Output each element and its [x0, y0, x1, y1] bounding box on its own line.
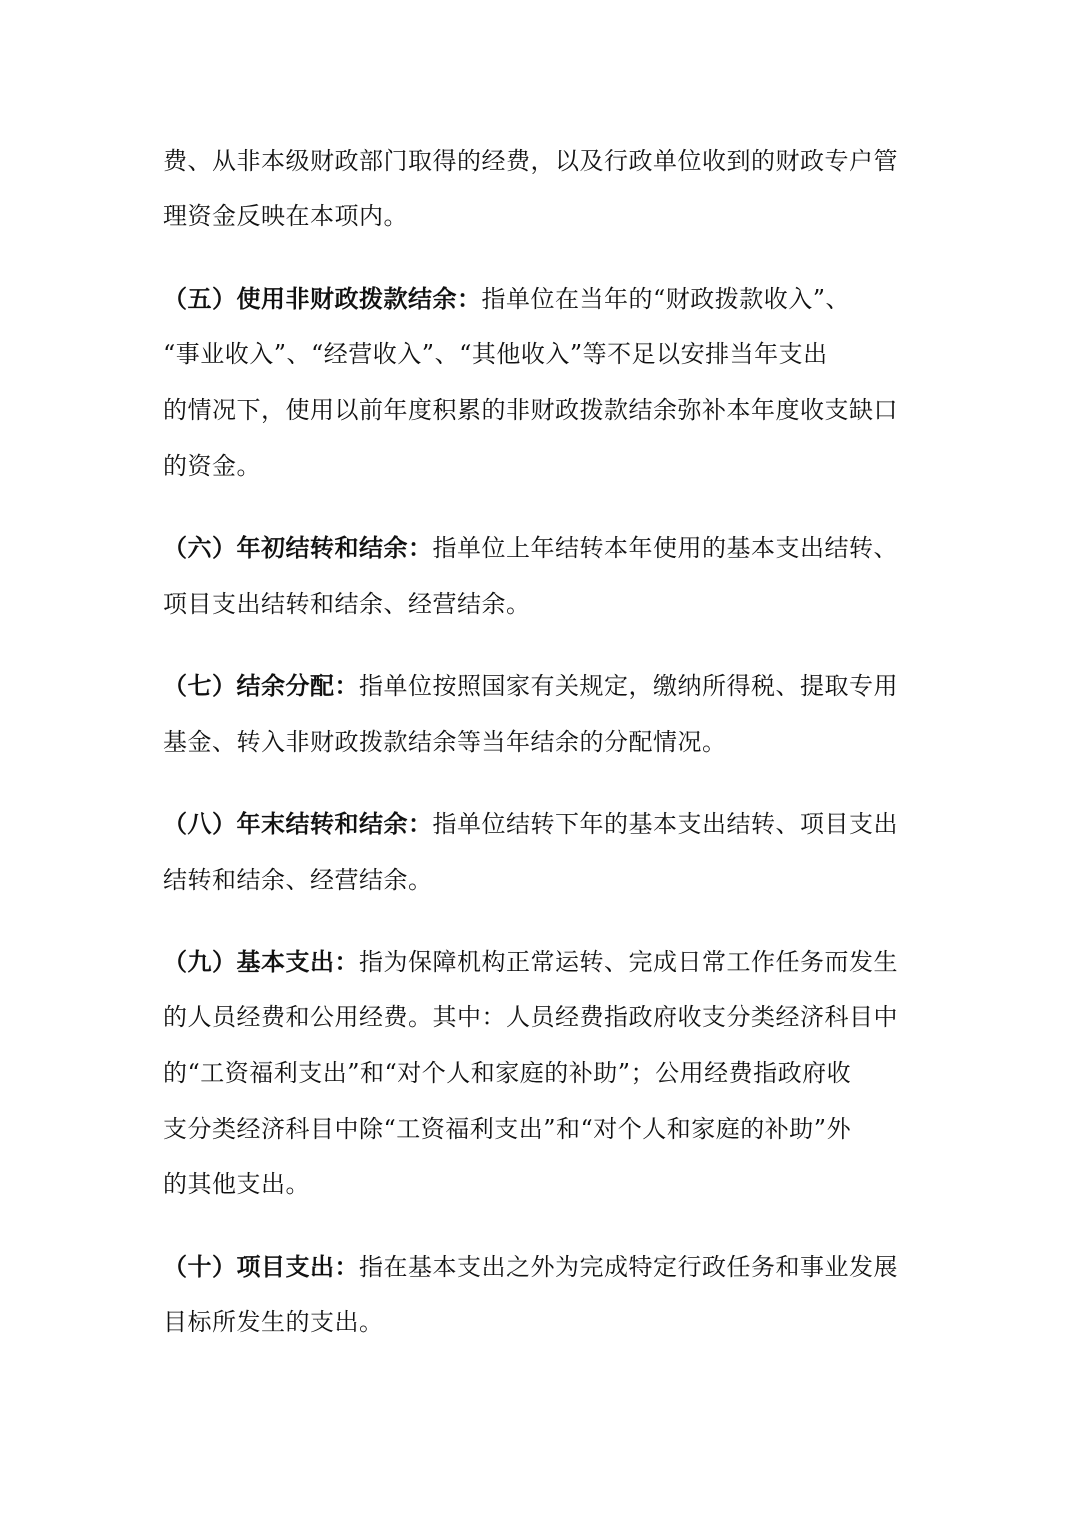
- section-6-term: （六）年初结转和结余：: [163, 534, 433, 562]
- section-9-line-5: 的其他支出。: [163, 1170, 310, 1198]
- section-10-term: （十）项目支出：: [163, 1253, 359, 1281]
- section-10-line-1: [163, 1251, 898, 1283]
- section-9-line-3: 的“工资福利支出”和“对个人和家庭的补助”；公用经费指政府收: [163, 1059, 852, 1087]
- section-7-line-1: [163, 670, 898, 702]
- section-6-line-1: [163, 532, 898, 564]
- section-6-text: 指单位上年结转本年使用的基本支出结转、: [432, 534, 898, 562]
- section-10-text: 指在基本支出之外为完成特定行政任务和事业发展: [359, 1253, 898, 1281]
- intro-line-1: 费、从非本级财政部门取得的经费，以及行政单位收到的财政专户管: [163, 147, 898, 175]
- section-8-text: 指单位结转下年的基本支出结转、项目支出: [432, 810, 898, 838]
- section-9-term: （九）基本支出：: [163, 948, 359, 976]
- section-5-line-1: [163, 283, 850, 315]
- intro-line-2: 理资金反映在本项内。: [163, 202, 408, 230]
- section-5-line-3: 的情况下，使用以前年度积累的非财政拨款结余弥补本年度收支缺口: [163, 396, 898, 424]
- section-8-term: （八）年末结转和结余：: [163, 810, 433, 838]
- section-7-line-2: 基金、转入非财政拨款结余等当年结余的分配情况。: [163, 728, 727, 756]
- section-9-line-2: 的人员经费和公用经费。其中：人员经费指政府收支分类经济科目中: [163, 1003, 898, 1031]
- section-8-line-1: [163, 808, 898, 840]
- section-5-line-2: “事业收入”、“经营收入”、“其他收入”等不足以安排当年支出: [163, 340, 828, 368]
- section-5-line-4: 的资金。: [163, 452, 261, 480]
- section-6-line-2: 项目支出结转和结余、经营结余。: [163, 590, 531, 618]
- section-9-line-4: 支分类经济科目中除“工资福利支出”和“对个人和家庭的补助”外: [163, 1115, 852, 1143]
- section-10-line-2: 目标所发生的支出。: [163, 1308, 384, 1336]
- section-7-term: （七）结余分配：: [163, 672, 359, 700]
- section-5-text: 指单位在当年的“财政拨款收入”、: [481, 285, 851, 313]
- section-8-line-2: 结转和结余、经营结余。: [163, 866, 433, 894]
- section-9-text: 指为保障机构正常运转、完成日常工作任务而发生: [359, 948, 898, 976]
- section-5-term: （五）使用非财政拨款结余：: [163, 285, 482, 313]
- section-9-line-1: [163, 946, 898, 978]
- section-7-text: 指单位按照国家有关规定，缴纳所得税、提取专用: [359, 672, 898, 700]
